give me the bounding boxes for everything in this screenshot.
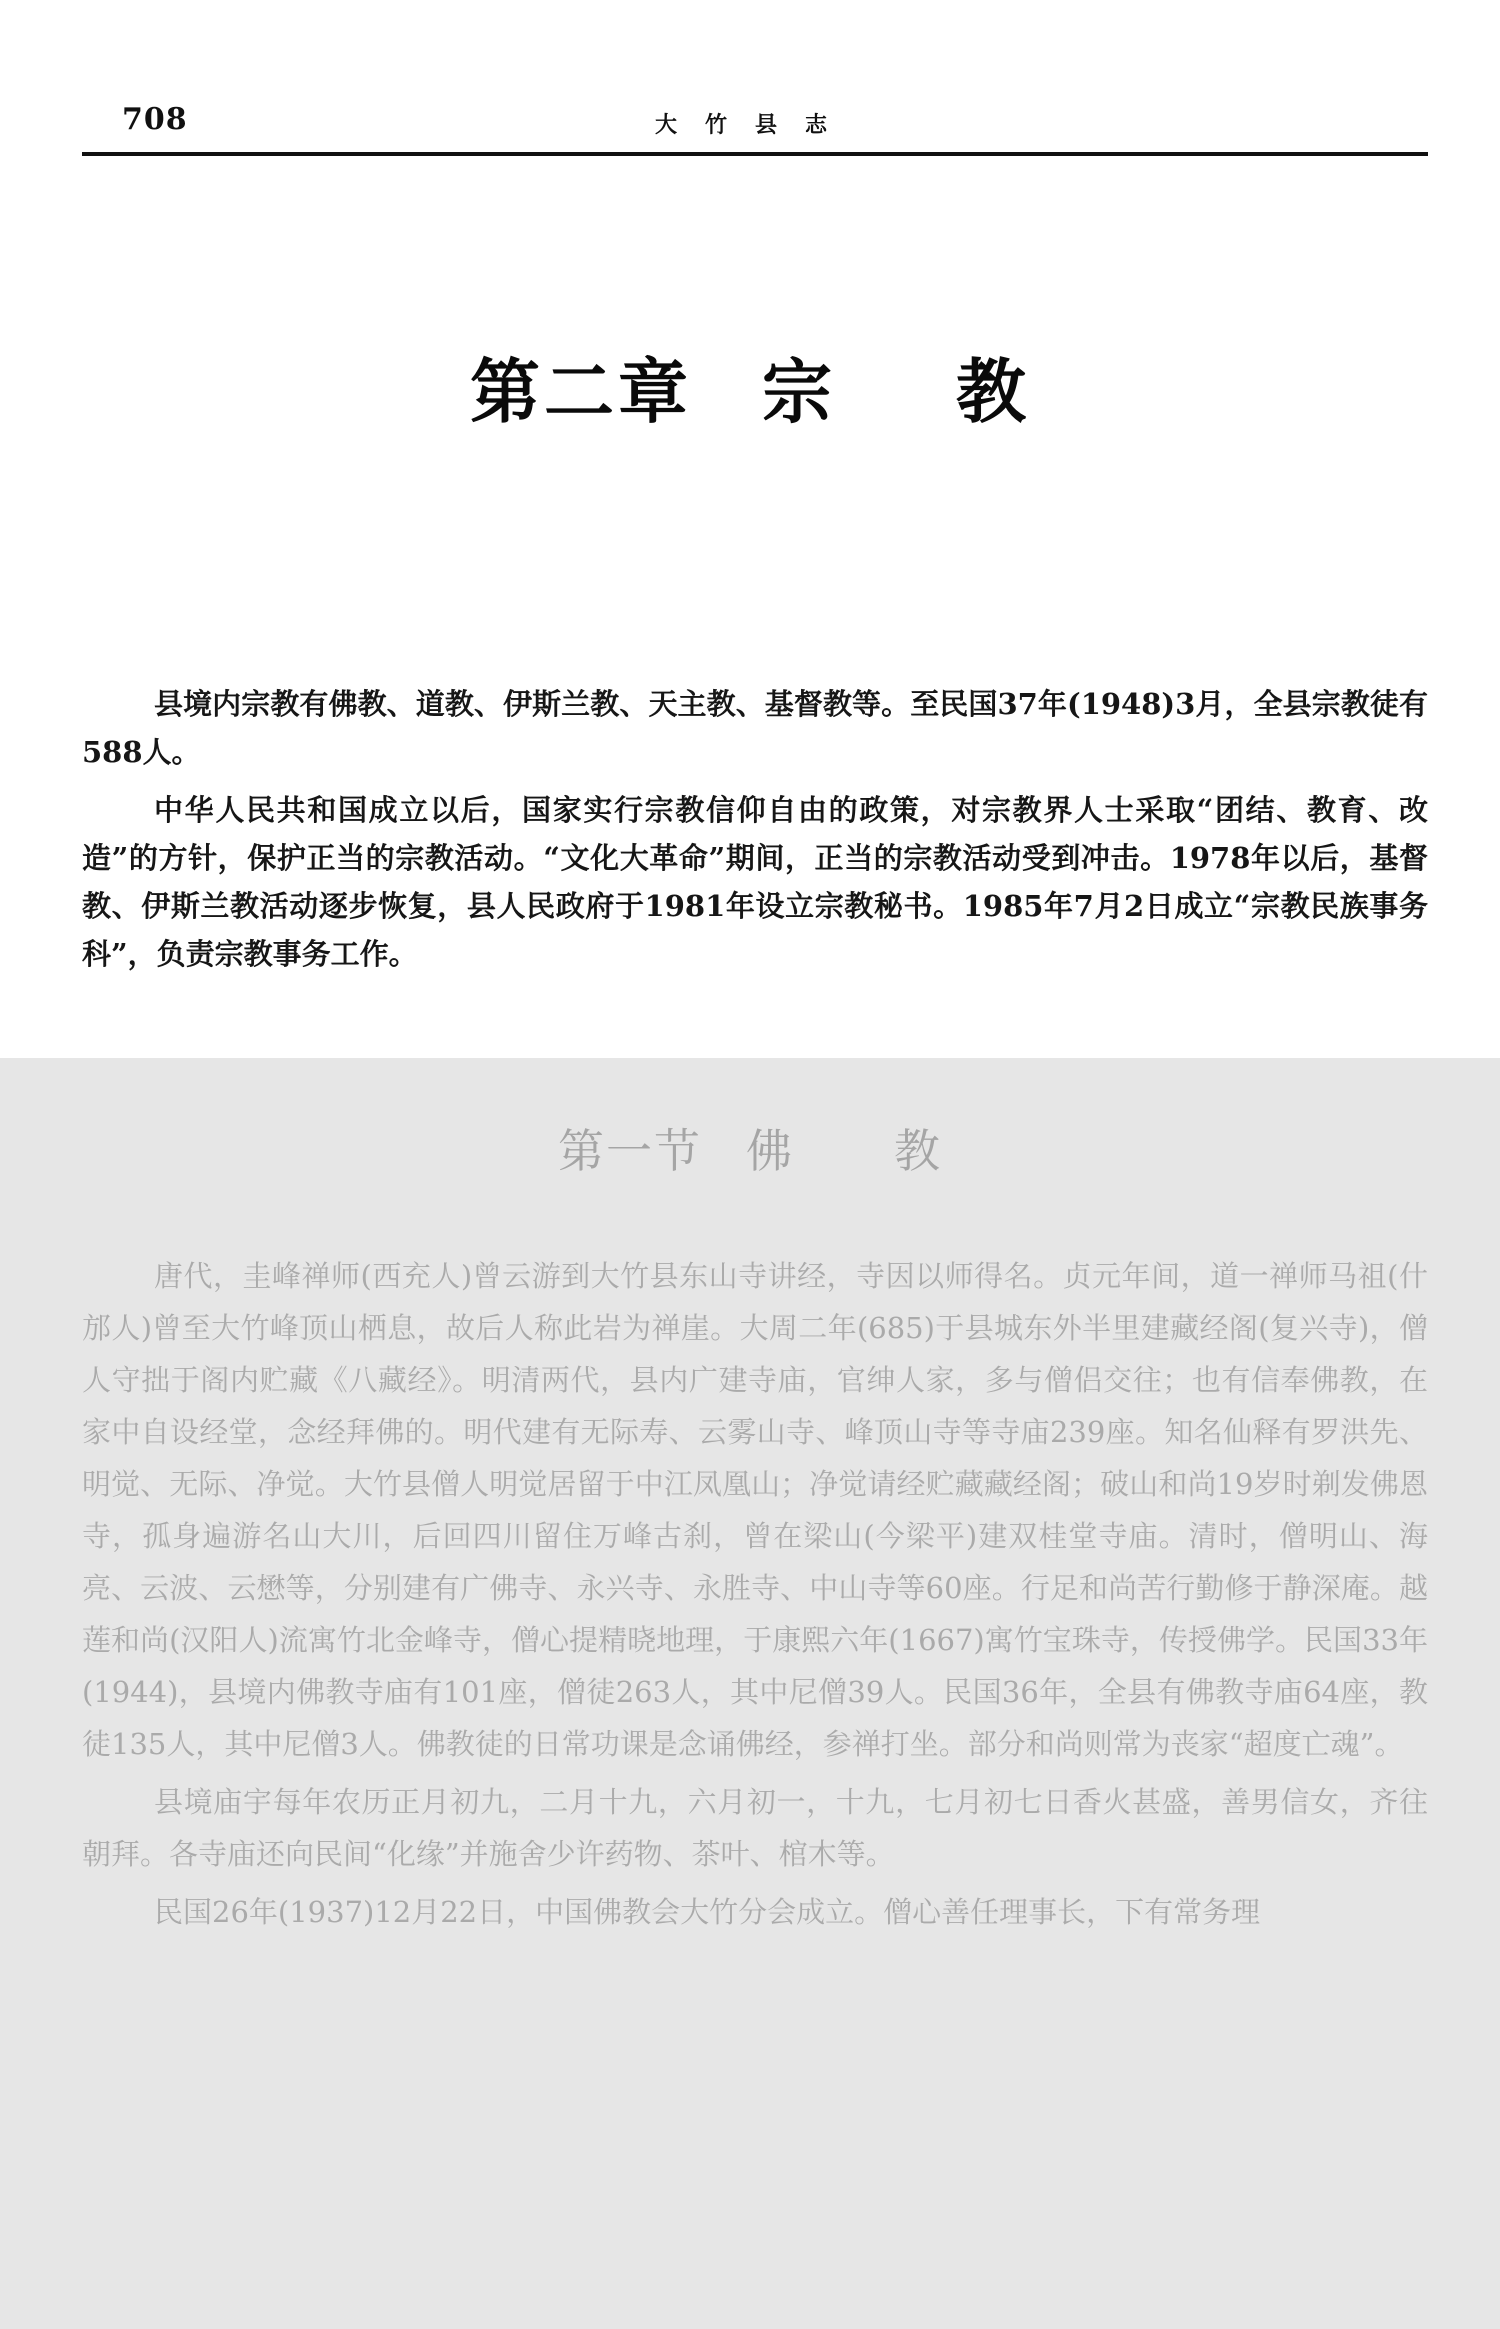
body-paragraph: 民国26年(1937)12月22日，中国佛教会大竹分会成立。僧心善任理事长，下有常务理 [154, 1895, 1261, 1929]
running-title: 大竹县志 [654, 112, 855, 138]
chapter-title [0, 336, 1500, 437]
body-paragraph: 唐代，圭峰禅师(西充人)曾云游到大竹县东山寺讲经，寺因以师得名。贞元年间，道一禅师马祖(什邡人)曾至大竹峰顶山栖息，故后人称此岩为禅崖。大周二年(685)于县城东外半里建藏经阁(复兴寺)，僧人守拙于阁内贮藏《八藏经》。明清两代，县内广建寺庙，官绅人家，多与僧侣交往；也有信奉佛教，在家中自设经堂，念经拜佛的。明代建有无际寿、云雾山寺、峰顶山寺等寺庙239座。知名仙释有罗洪先、明觉、无际、净觉。大竹县僧人明觉居留于中江凤凰山；净觉请经贮藏藏经阁；破山和尚19岁时剃发佛恩寺，孤身遍游名山大川，后回四川留住万峰古刹，曾在梁山(今梁平)建双桂堂寺庙。清时，僧明山、海亮、云波、云懋等，分别建有广佛寺、永兴寺、永胜寺、中山寺等60座。行足和尚苦行勤修于静深庵。越莲和尚(汉阳人)流寓竹北金峰寺，僧心提精晓地理，于康熙六年(1667)寓竹宝珠寺，传授佛学。民国33年(1944)，县境内佛教寺庙有101座，僧徒263人，其中尼僧39人。民国36年，全县有佛教寺庙64座，教徒135人，其中尼僧3人。佛教徒的日常功课是念诵佛经，参禅打坐。部分和尚则常为丧家“超度亡魂”。 [82, 1259, 1428, 1761]
chapter-title-char-2: 教 [956, 350, 1030, 433]
body-paragraph: 县境庙宇每年农历正月初九，二月十九，六月初一，十九，七月初七日香火甚盛，善男信女，齐往朝拜。各寺庙还向民间“化缘”并施舍少许药物、茶叶、棺木等。 [82, 1785, 1428, 1871]
chapter-intro [82, 680, 1428, 988]
page-header [82, 96, 1428, 156]
section-body [82, 1250, 1428, 1944]
section-number: 第一节 [558, 1124, 702, 1178]
chapter-title-char-1: 宗 [762, 350, 836, 433]
section-title [0, 1115, 1500, 1181]
intro-paragraph: 县境内宗教有佛教、道教、伊斯兰教、天主教、基督教等。至民国37年(1948)3月，全县宗教徒有588人。 [82, 687, 1428, 769]
header-rule [82, 152, 1428, 156]
page-number: 708 [122, 102, 188, 137]
section-title-char-2: 教 [894, 1124, 942, 1178]
intro-paragraph: 中华人民共和国成立以后，国家实行宗教信仰自由的政策，对宗教界人士采取“团结、教育、改造”的方针，保护正当的宗教活动。“文化大革命”期间，正当的宗教活动受到冲击。1978年以后，基督教、伊斯兰教活动逐步恢复，县人民政府于1981年设立宗教秘书。1985年7月2日成立“宗教民族事务科”，负责宗教事务工作。 [82, 793, 1428, 971]
chapter-number: 第二章 [470, 350, 692, 433]
section-title-char-1: 佛 [746, 1124, 794, 1178]
